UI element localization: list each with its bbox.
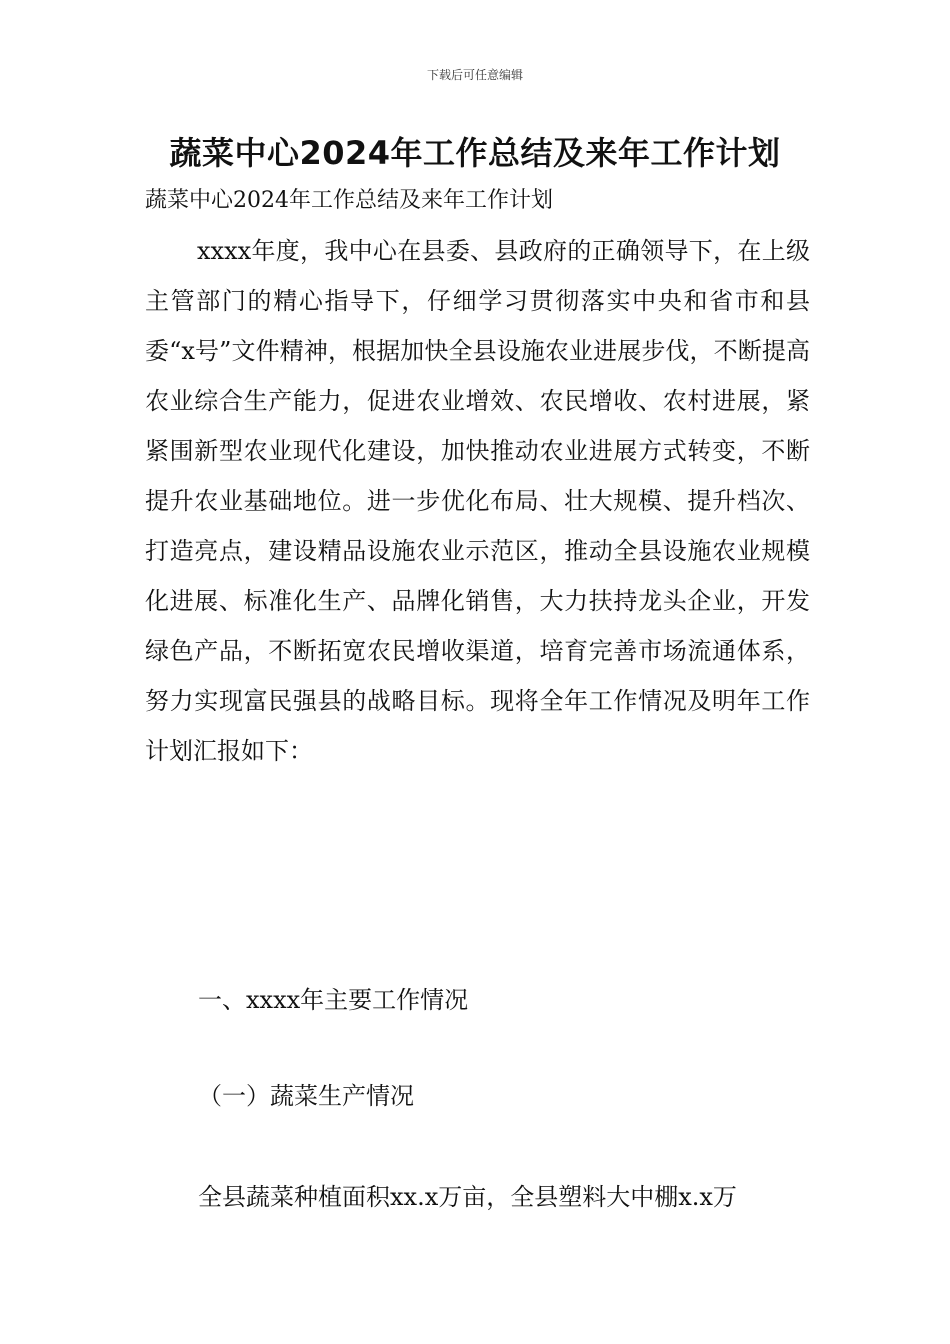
body-paragraph: 全县蔬菜种植面积xx.x万亩，全县塑料大中棚x.x万	[198, 1183, 737, 1211]
document-subtitle: 蔬菜中心2024年工作总结及来年工作计划	[145, 188, 553, 213]
header-note: 下载后可任意编辑	[426, 68, 523, 82]
document-title: 蔬菜中心2024年工作总结及来年工作计划	[169, 134, 781, 172]
intro-paragraph: xxxx年度，我中心在县委、县政府的正确领导下，在上级主管部门的精心指导下，仔细学习贯彻落实中央和省市和县委“x号”文件精神，根据加快全县设施农业进展步伐，不断提高农业综合生产能力，促进农业增效、农民增收、农村进展，紧紧围新型农业现代化建设，加快推动农业进展方式转变，不断提升农业基础地位。进一步优化布局、壮大规模、提升档次、打造亮点，建设精品设施农业示范区，推动全县设施农业规模化进展、标准化生产、品牌化销售，大力扶持龙头企业，开发绿色产品，不断拓宽农民增收渠道，培育完善市场流通体系，努力实现富民强县的战略目标。现将全年工作情况及明年工作计划汇报如下：	[145, 237, 810, 765]
section-heading: 一、xxxx年主要工作情况	[198, 986, 469, 1014]
subsection-heading: （一）蔬菜生产情况	[198, 1082, 414, 1110]
